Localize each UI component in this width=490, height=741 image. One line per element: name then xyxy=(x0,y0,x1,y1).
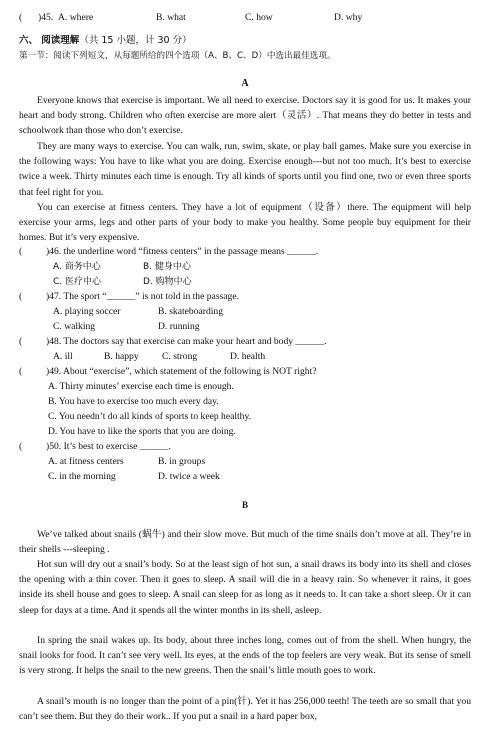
passage-b-paragraph-2: Hot sun will dry out a snail’s body. So at the least sign of hot sun, a snail draws its body into its shell and closes the opening with a thin cover. Then it goes to sleep. A snail will die in a heavy rain. So whenever it rains, it goes inside its shell house and goes to sleep. A snail can sleep for as long as it needs to. It can take a short sleep. Or it can sleep for days at a time. And it spends all the winter months in its shell, asleep. xyxy=(19,559,471,616)
q45-option-d: D. why xyxy=(334,12,363,23)
q47-stem: )47. The sport “______” is not told in the passage. xyxy=(46,291,239,302)
section-score: （共 15 小题，计 30 分） xyxy=(79,35,192,46)
q49-stem: )49. About “exercise”, which statement of the following is NOT right? xyxy=(46,366,317,377)
passage-a-paragraph-3: You can exercise at fitness centers. They have a lot of equipment（设备）there. The equipment will help exercise your arms, legs and other parts of your body to make you healthy. Some people buy equipment for their homes. But it’s very expensive. xyxy=(19,202,471,244)
q46-option-d: D. 购物中心 xyxy=(143,277,192,287)
q47-option-a: A. playing soccer xyxy=(53,306,121,317)
q50-option-c: C. in the morning xyxy=(48,471,116,482)
q49-option-a: A. Thirty minutes’ exercise each time is enough. xyxy=(48,381,234,392)
q46-stem: )46. the underline word “fitness centers” in the passage means ______. xyxy=(46,246,319,257)
passage-a-paragraph-1: Everyone knows that exercise is important. We all need to exercise. Doctors say it is good for us. It makes your heart and body strong. Children who often exercise are more alert（灵活）. That means they do better in tests and schoolwork than those who don’t exercise. xyxy=(19,95,471,137)
q48-option-b: B. happy xyxy=(104,351,139,362)
q47-option-d: D. running xyxy=(158,321,200,332)
q45-option-a: A. where xyxy=(58,12,94,23)
q46-option-b: B. 健身中心 xyxy=(143,262,191,272)
passage-b-letter: B xyxy=(241,500,248,510)
q50-option-d: D. twice a week xyxy=(158,471,220,482)
q45-option-b: B. what xyxy=(156,12,186,23)
q48-paren: ( xyxy=(19,336,23,347)
q48-option-a: A. ill xyxy=(53,351,73,362)
passage-b-paragraph-3: In spring the snail wakes up. Its body, about three inches long, comes out of from the shell. When hungry, the snail looks for food. It can’t see very well. Its eyes, at the ends of the top feelers are very weak. But its sense of smell is very strong. It helps the snail to the new greens. Then the snail’s little mouth goes to work. xyxy=(19,635,471,677)
q46-option-c: C. 医疗中心 xyxy=(53,277,102,287)
q47-paren: ( xyxy=(19,291,23,302)
q45-number: )45. xyxy=(38,12,54,23)
section-instruction: 第一节：阅读下列短文，从每题所给的四个选项（A、B、C、D）中选出最佳选项。 xyxy=(19,51,336,61)
q48-stem: )48. The doctors say that exercise can make your heart and body ______. xyxy=(46,336,327,347)
passage-b-paragraph-1: We’ve talked about snails (蜗牛) and their slow move. But much of the time snails don’t move at all. They’re in their shells ---sleeping . xyxy=(19,529,471,556)
q47-option-b: B. skateboarding xyxy=(158,306,224,317)
passage-a-letter: A xyxy=(241,78,249,89)
q50-option-a: A. at fitness centers xyxy=(48,456,124,467)
q45-paren: ( xyxy=(19,12,23,23)
passage-b-paragraph-4: A snail’s mouth is no longer than the point of a pin(针). Yet it has 256,000 teeth! The teeth are so small that you can’t see them. But they do their work.. If you put a snail in a hard paper box, xyxy=(19,696,471,723)
q49-option-b: B. You have to exercise too much every day. xyxy=(48,396,219,407)
q50-option-b: B. in groups xyxy=(158,456,206,467)
q45-option-c: C. how xyxy=(245,12,273,23)
q46-paren: ( xyxy=(19,246,23,257)
q49-option-c: C. You needn’t do all kinds of sports to keep healthy. xyxy=(48,411,252,422)
q50-stem: )50. It’s best to exercise ______. xyxy=(46,441,171,452)
q49-option-d: D. You have to like the sports that you are doing. xyxy=(48,426,236,437)
q48-option-d: D. health xyxy=(230,351,266,362)
section-title: 六、 阅读理解 xyxy=(19,35,80,46)
section-heading xyxy=(19,35,192,47)
q50-paren: ( xyxy=(19,441,23,452)
q46-option-a: A. 商务中心 xyxy=(53,262,101,272)
q47-option-c: C. walking xyxy=(53,321,96,332)
q49-paren: ( xyxy=(19,366,23,377)
q48-option-c: C. strong xyxy=(162,351,198,362)
passage-a-paragraph-2: They are many ways to exercise. You can walk, run, swim, skate, or play ball games. Make sure you exercise in the following ways: You have to like what you are doing. Exercise enough---but not too much. It’s best to exercise twice a week. Thirty minutes each time is enough. Try all kinds of sports until you find one, two or even three sports that feel right for you. xyxy=(19,141,471,198)
